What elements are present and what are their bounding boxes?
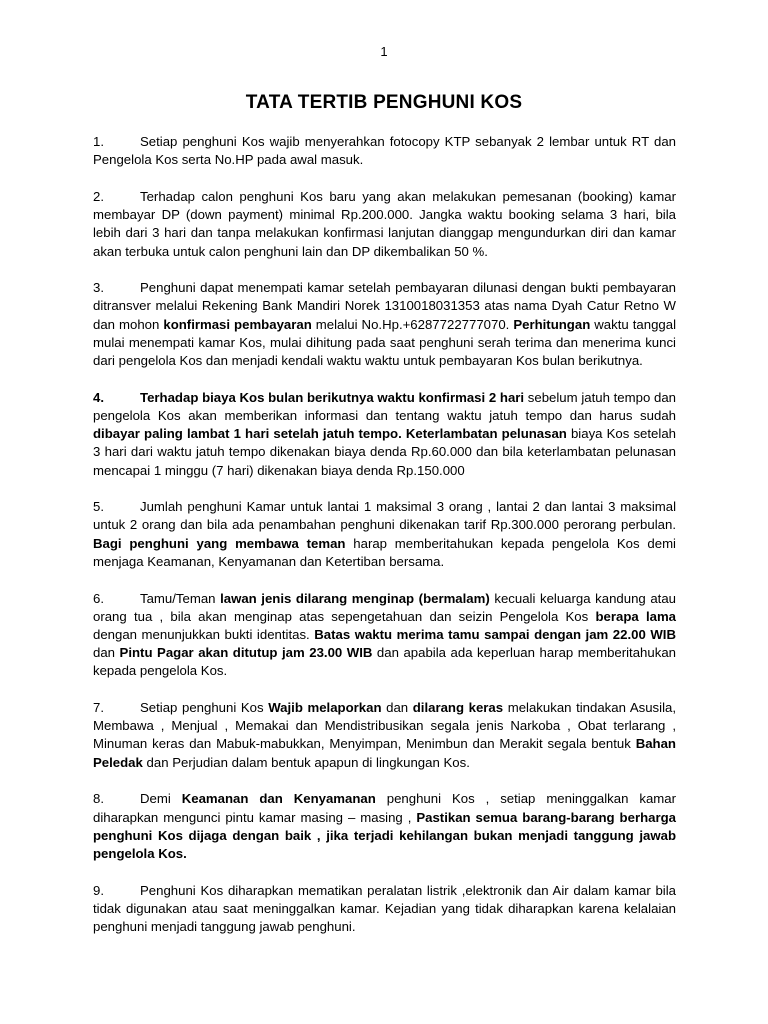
rule-text: dengan menunjukkan bukti identitas. <box>93 626 315 642</box>
rule-text-bold: Bahan Peledak <box>93 736 676 770</box>
rule-text: Setiap penghuni Kos wajib menyerahkan fotocopy KTP sebanyak 2 lembar untuk RT dan Pengelola Kos serta No.HP pada awal masuk. <box>93 134 676 168</box>
rule-text: kecuali keluarga kandung atau orang tua , bila akan menginap atas sepengetahuan dan seizin Pengelola Kos <box>93 590 676 624</box>
rule-text-bold: Pastikan semua barang-barang berharga penghuni Kos dijaga dengan baik , jika terjadi kehilangan bukan menjadi tanggung jawab pengelola Kos. <box>93 809 676 861</box>
rule-text: dan <box>93 645 120 661</box>
rule-number: 3. <box>93 280 104 296</box>
rule-item <box>93 882 676 937</box>
rule-text: Terhadap calon penghuni Kos baru yang akan melakukan pemesanan (booking) kamar membayar DP (down payment) minimal Rp.200.000. Jangka waktu booking selama 3 hari, bila lebih dari 3 hari dan tanpa melakukan konfirmasi lanjutan dianggap mengundurkan diri dan kamar akan terbuka untuk calon penghuni lain dan DP dikembalikan 50 %. <box>93 188 676 259</box>
rule-item <box>93 790 676 863</box>
rule-number: 5. <box>93 499 104 515</box>
document-title: TATA TERTIB PENGHUNI KOS <box>245 92 523 113</box>
rule-item <box>93 279 676 370</box>
rule-text-bold: Perhitungan <box>513 316 591 332</box>
rule-number: 2. <box>93 188 104 204</box>
rule-text: penghuni Kos , setiap meninggalkan kamar diharapkan mengunci pintu kamar masing – masing , <box>93 791 676 825</box>
rule-text: Penghuni Kos diharapkan mematikan peralatan listrik ,elektronik dan Air dalam kamar bila tidak digunakan atau saat meninggalkan kamar. Kejadian yang tidak diharapkan karena kelalaian penghuni menjadi tanggung jawab penghuni. <box>93 882 676 935</box>
rule-number: 6. <box>93 590 104 606</box>
rule-text: dan apabila ada keperluan harap memberitahukan kepada pengelola Kos. <box>93 645 676 679</box>
rule-text: sebelum jatuh tempo dan pengelola Kos akan memberikan informasi dan tentang waktu jatuh tempo dan harus sudah <box>93 389 676 423</box>
rule-text-bold: Terhadap biaya Kos bulan berikutnya waktu konfirmasi 2 hari <box>140 389 525 405</box>
rule-item <box>93 590 676 681</box>
rule-number: 4. <box>93 389 104 405</box>
rules-list <box>93 133 676 955</box>
rule-number: 7. <box>93 700 104 716</box>
rule-item <box>93 133 676 169</box>
rule-text-bold: Bagi penghuni yang membawa teman <box>93 535 346 551</box>
rule-text: dan Perjudian dalam bentuk apapun di lingkungan Kos. <box>142 754 470 770</box>
rule-text: harap memberitahukan kepada pengelola Kos demi menjaga Keamanan, Kenyamanan dan Ketertiban bersama. <box>93 535 676 569</box>
rule-text-bold: Pintu Pagar akan ditutup jam 23.00 WIB <box>119 645 373 661</box>
rule-text-bold: Wajib melaporkan <box>268 700 382 716</box>
rule-number: 1. <box>93 134 104 149</box>
rule-text-bold: konfirmasi pembayaran <box>163 316 312 332</box>
rule-text: melalui No.Hp.+6287722777070. <box>311 316 514 332</box>
rule-text: Demi <box>140 791 182 807</box>
rule-text-bold: dilarang keras <box>412 700 504 716</box>
rule-text: Penghuni dapat menempati kamar setelah pembayaran dilunasi dengan bukti pembayaran ditransver melalui Rekening Bank Mandiri Norek 1310018031353 atas nama Dyah Catur Retno W dan mohon <box>93 280 676 332</box>
rule-number: 8. <box>93 791 104 807</box>
rule-text: waktu tanggal mulai menempati kamar Kos, mulai dihitung pada saat penghuni serah terima dan menerima kunci dari pengelola Kos dan menjadi kendali waktu waktu untuk pembayaran Kos bulan berikutnya. <box>93 316 676 369</box>
rule-text-bold: Keterlambatan pelunasan <box>405 426 567 442</box>
rule-text: Tamu/Teman <box>140 590 221 606</box>
rule-text-bold: Batas waktu merima tamu sampai dengan jam 22.00 WIB <box>314 626 676 642</box>
rule-text-bold: berapa lama <box>595 608 677 624</box>
rule-text-bold: dibayar paling lambat 1 hari setelah jatuh tempo. <box>93 426 402 442</box>
rule-text: biaya Kos setelah 3 hari dari waktu jatuh tempo dikenakan biaya denda Rp.60.000 dan bila keterlambatan pelunasan mencapai 1 minggu (7 hari) dikenakan biaya denda Rp.150.000 <box>93 426 676 478</box>
rule-text: dan <box>381 700 413 716</box>
rule-item <box>93 188 676 261</box>
rule-text: Jumlah penghuni Kamar untuk lantai 1 maksimal 3 orang , lantai 2 dan lantai 3 maksimal untuk 2 orang dan bila ada penambahan penghuni dikenakan tarif Rp.300.000 perorang perbulan. <box>93 499 676 533</box>
rule-item <box>93 699 676 772</box>
rule-text-bold: Keamanan dan Kenyamanan <box>181 791 376 807</box>
rule-number: 9. <box>93 882 104 898</box>
rule-text: melakukan tindakan Asusila, Membawa , Menjual , Memakai dan Mendistribusikan segala jenis Narkoba , Obat terlarang , Minuman keras dan Mabuk-mabukkan, Menyimpan, Menimbun dan Merakit segala bentuk <box>93 700 676 752</box>
page-number: 1 <box>380 44 388 59</box>
rule-item <box>93 498 676 571</box>
rule-item <box>93 389 676 480</box>
rule-text: Setiap penghuni Kos <box>140 700 269 716</box>
rule-text-bold: lawan jenis dilarang menginap (bermalam) <box>220 590 490 606</box>
